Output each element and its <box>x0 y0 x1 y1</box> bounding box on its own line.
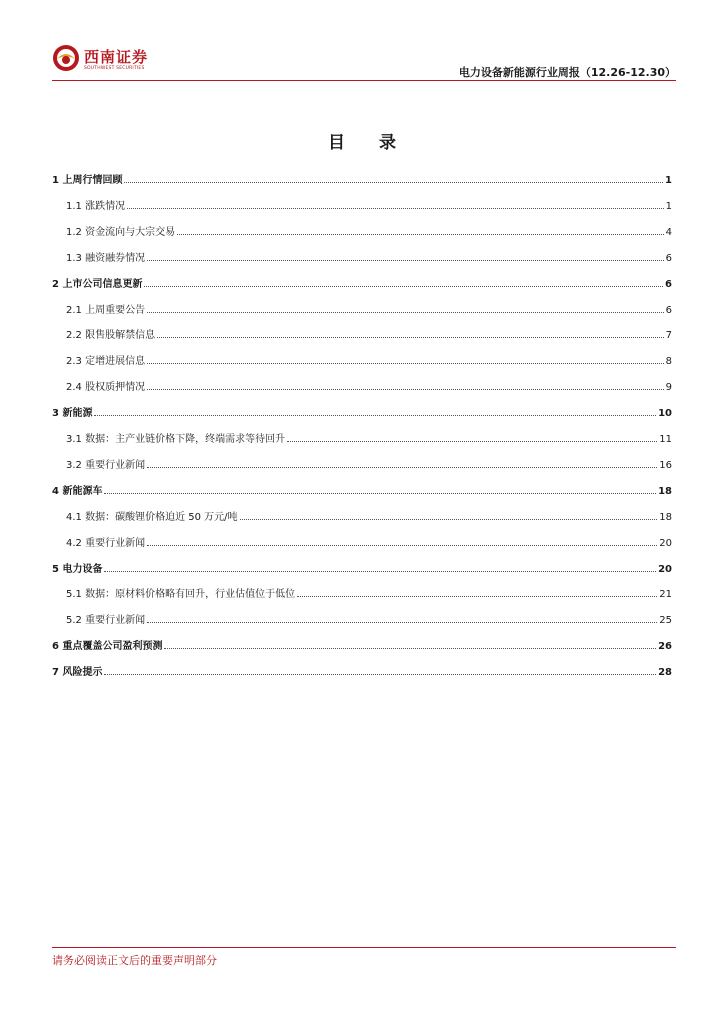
toc-page-number: 18 <box>659 511 672 523</box>
toc-page-number: 6 <box>665 278 672 290</box>
toc-dot-leader <box>147 621 657 623</box>
toc-section-entry[interactable] <box>52 662 672 678</box>
toc-dot-leader <box>147 544 657 546</box>
toc-entry-label: 1.3 融资融券情况 <box>66 252 146 264</box>
toc-page-number: 16 <box>659 459 672 471</box>
toc-dot-leader <box>147 362 664 364</box>
toc-subsection-entry[interactable] <box>52 429 672 445</box>
toc-page-number: 25 <box>659 615 672 627</box>
toc-dot-leader <box>240 518 658 520</box>
toc-section-entry[interactable] <box>52 170 672 186</box>
toc-dot-leader <box>104 570 656 572</box>
toc-entry-label: 2 上市公司信息更新 <box>52 278 143 290</box>
toc-dot-leader <box>157 336 664 338</box>
toc-entry-label: 3 新能源 <box>52 408 93 420</box>
toc-dot-leader <box>127 207 664 209</box>
toc-title: 目 录 <box>328 133 410 153</box>
toc-entry-label: 4.2 重要行业新闻 <box>66 537 146 549</box>
toc-subsection-entry[interactable] <box>52 610 672 626</box>
toc-page-number: 1 <box>665 200 672 212</box>
toc-subsection-entry[interactable] <box>52 455 672 471</box>
toc-dot-leader <box>104 492 656 494</box>
toc-entry-label: 7 风险提示 <box>52 667 103 679</box>
toc-subsection-entry[interactable] <box>52 351 672 367</box>
logo-emblem-icon <box>52 44 80 72</box>
toc-subsection-entry[interactable] <box>52 300 672 316</box>
toc-page-number: 28 <box>658 667 672 679</box>
toc-dot-leader <box>104 673 656 675</box>
toc-page-number: 21 <box>659 589 672 601</box>
toc-entry-label: 1 上周行情回顾 <box>52 175 123 186</box>
toc-page-number: 6 <box>665 304 672 316</box>
toc-page-number: 18 <box>658 485 672 497</box>
toc-section-entry[interactable] <box>52 636 672 652</box>
footer-disclaimer-note: 请务必阅读正文后的重要声明部分 <box>52 954 217 967</box>
toc-entry-label: 6 重点覆盖公司盈利预测 <box>52 641 163 653</box>
toc-entry-label: 4 新能源车 <box>52 485 103 497</box>
toc-page-number: 9 <box>665 382 672 394</box>
toc-subsection-entry[interactable] <box>52 507 672 523</box>
toc-entry-label: 2.4 股权质押情况 <box>66 382 146 394</box>
header-divider <box>52 80 676 81</box>
toc-subsection-entry[interactable] <box>52 377 672 393</box>
toc-section-entry[interactable] <box>52 274 672 290</box>
toc-entry-label: 2.3 定增进展信息 <box>66 356 146 368</box>
toc-section-entry[interactable] <box>52 559 672 575</box>
toc-subsection-entry[interactable] <box>52 248 672 264</box>
toc-page-number: 26 <box>658 641 672 653</box>
toc-entry-label: 1.2 资金流向与大宗交易 <box>66 226 176 238</box>
toc-page-number: 7 <box>665 330 672 342</box>
toc-dot-leader <box>144 285 663 287</box>
toc-subsection-entry[interactable] <box>52 196 672 212</box>
toc-entry-label: 2.2 限售股解禁信息 <box>66 330 156 342</box>
toc-dot-leader <box>147 388 664 390</box>
toc-page-number: 8 <box>665 356 672 368</box>
toc-dot-leader <box>297 595 657 597</box>
toc-subsection-entry[interactable] <box>52 325 672 341</box>
toc-page-number: 6 <box>665 252 672 264</box>
toc-dot-leader <box>147 311 664 313</box>
toc-entry-label: 2.1 上周重要公告 <box>66 304 146 316</box>
toc-page-number: 1 <box>665 175 672 186</box>
toc-entry-label: 4.1 数据：碳酸锂价格迫近 50 万元/吨 <box>66 511 238 523</box>
logo-english-name: SOUTHWEST SECURITIES <box>84 66 145 71</box>
toc-section-entry[interactable] <box>52 481 672 497</box>
toc-dot-leader <box>164 647 656 649</box>
toc-section-entry[interactable] <box>52 403 672 419</box>
toc-page-number: 11 <box>659 434 672 445</box>
page-header <box>52 40 676 80</box>
toc-dot-leader <box>147 466 657 468</box>
toc-entry-label: 5.2 重要行业新闻 <box>66 615 146 627</box>
logo-chinese-name: 西南证券 <box>84 48 149 66</box>
toc-subsection-entry[interactable] <box>52 584 672 600</box>
footer-divider <box>52 947 676 948</box>
company-logo <box>52 44 162 76</box>
toc-dot-leader <box>147 259 664 261</box>
toc-dot-leader <box>124 181 663 183</box>
toc-entry-label: 5.1 数据：原材料价格略有回升，行业估值位于低位 <box>66 589 296 601</box>
report-title: 电力设备新能源行业周报（12.26-12.30） <box>458 66 676 79</box>
toc-page-number: 10 <box>658 408 672 420</box>
toc-page-number: 20 <box>658 563 672 575</box>
toc-subsection-entry[interactable] <box>52 222 672 238</box>
toc-dot-leader <box>287 440 657 442</box>
toc-dot-leader <box>177 233 664 235</box>
toc-dot-leader <box>94 414 656 416</box>
toc-entry-label: 5 电力设备 <box>52 563 103 575</box>
toc-entry-label: 1.1 涨跌情况 <box>66 200 126 212</box>
toc-entry-label: 3.1 数据：主产业链价格下降，终端需求等待回升 <box>66 434 286 445</box>
toc-subsection-entry[interactable] <box>52 533 672 549</box>
toc-entry-label: 3.2 重要行业新闻 <box>66 459 146 471</box>
toc-page-number: 4 <box>665 226 672 238</box>
toc-page-number: 20 <box>659 537 672 549</box>
